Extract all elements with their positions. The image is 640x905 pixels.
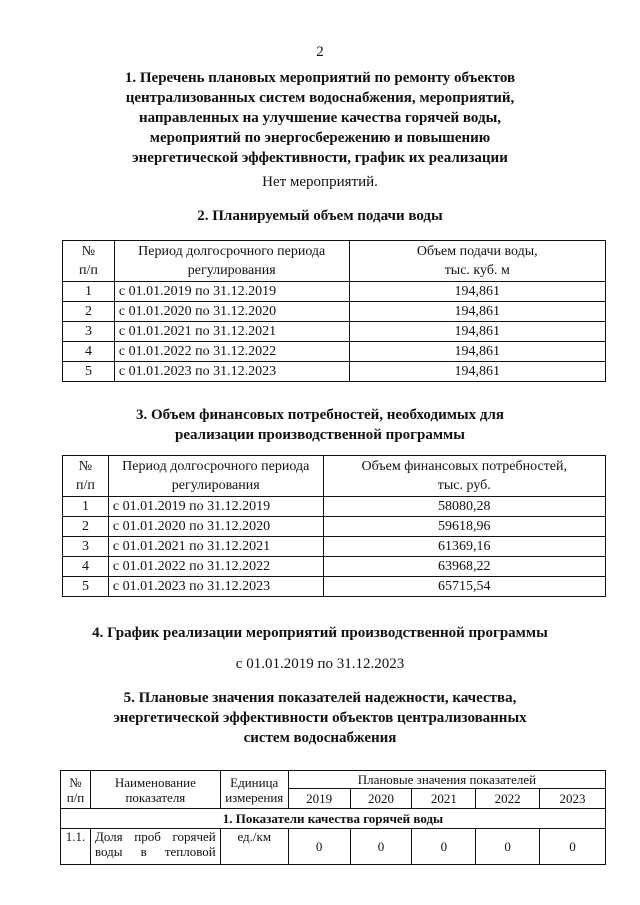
- col-period-header: Период долгосрочного периода регулирования: [108, 456, 323, 497]
- row-num: 4: [63, 342, 115, 362]
- row-period: с 01.01.2020 по 31.12.2020: [114, 302, 349, 322]
- row-period: с 01.01.2021 по 31.12.2021: [108, 537, 323, 557]
- section3-title-line: 3. Объем финансовых потребностей, необходимых для: [135, 407, 505, 423]
- section3-title-line: реализации производственной программы: [175, 427, 465, 443]
- table-row: [63, 577, 606, 597]
- row-value: 0: [288, 829, 350, 865]
- section1-title-line: мероприятий по энергосбережению и повышению: [149, 130, 491, 146]
- row-num: 4: [63, 557, 109, 577]
- row-period: с 01.01.2023 по 31.12.2023: [114, 362, 349, 382]
- row-num: 3: [63, 322, 115, 342]
- row-value: 59618,96: [323, 517, 605, 537]
- row-value: 194,861: [349, 342, 605, 362]
- row-num: 5: [63, 577, 109, 597]
- section1-title-line: централизованных систем водоснабжения, мероприятий,: [125, 90, 515, 106]
- section5-title-line: 5. Плановые значения показателей надежности, качества,: [123, 690, 517, 706]
- section1-title: [0, 68, 640, 168]
- year-header: 2021: [412, 789, 476, 809]
- col-period-header: Период долгосрочного периода регулирования: [114, 241, 349, 282]
- table-row: [63, 537, 606, 557]
- row-num: 2: [63, 517, 109, 537]
- year-header: 2019: [288, 789, 350, 809]
- row-unit: ед./км: [220, 829, 288, 865]
- row-period: с 01.01.2022 по 31.12.2022: [108, 557, 323, 577]
- page-number: 2: [316, 44, 324, 60]
- section4-period: с 01.01.2019 по 31.12.2023: [235, 656, 405, 672]
- row-value: 194,861: [349, 322, 605, 342]
- section3-title: [0, 405, 640, 445]
- row-period: с 01.01.2021 по 31.12.2021: [114, 322, 349, 342]
- row-value: 0: [412, 829, 476, 865]
- row-value: 194,861: [349, 302, 605, 322]
- section5-title-line: систем водоснабжения: [243, 730, 397, 746]
- table-row: [63, 282, 606, 302]
- section1-title-line: 1. Перечень плановых мероприятий по ремонту объектов: [124, 70, 516, 86]
- row-name-line: Доля проб горячей: [94, 829, 216, 844]
- table-row: [63, 342, 606, 362]
- table-header-row: [63, 241, 606, 282]
- financial-needs-table: [62, 455, 606, 597]
- row-period: с 01.01.2023 по 31.12.2023: [108, 577, 323, 597]
- row-period: с 01.01.2020 по 31.12.2020: [108, 517, 323, 537]
- table-row: [63, 302, 606, 322]
- col-value-header: Объем подачи воды, тыс. куб. м: [349, 241, 605, 282]
- year-header: 2023: [540, 789, 606, 809]
- table-header-row: [63, 456, 606, 497]
- water-supply-table: [62, 240, 606, 382]
- section5-title: [0, 688, 640, 748]
- row-num: 2: [63, 302, 115, 322]
- row-name: [90, 829, 220, 865]
- subsection-title: 1. Показатели качества горячей воды: [61, 809, 606, 829]
- table-row: [63, 362, 606, 382]
- col-num-header: № п/п: [63, 241, 115, 282]
- section5-title-line: энергетической эффективности объектов централизованных: [113, 710, 527, 726]
- table-header-row: [61, 771, 606, 789]
- row-num: 1.1.: [61, 829, 91, 865]
- section1-note: Нет мероприятий.: [262, 174, 378, 190]
- section4-title: 4. График реализации мероприятий производственной программы: [92, 625, 548, 641]
- row-num: 1: [63, 497, 109, 517]
- section2-title: 2. Планируемый объем подачи воды: [197, 208, 443, 224]
- row-period: с 01.01.2019 по 31.12.2019: [114, 282, 349, 302]
- col-name-header: Наименование показателя: [90, 771, 220, 809]
- table-row: [63, 557, 606, 577]
- row-num: 3: [63, 537, 109, 557]
- year-header: 2022: [476, 789, 540, 809]
- row-value: 61369,16: [323, 537, 605, 557]
- section1-title-line: энергетической эффективности, график их реализации: [132, 150, 508, 166]
- col-value-header: Объем финансовых потребностей, тыс. руб.: [323, 456, 605, 497]
- row-value: 194,861: [349, 282, 605, 302]
- indicators-table: [60, 770, 606, 865]
- col-num-header: № п/п: [63, 456, 109, 497]
- row-num: 5: [63, 362, 115, 382]
- row-value: 194,861: [349, 362, 605, 382]
- table-row: [63, 517, 606, 537]
- subsection-row: [61, 809, 606, 829]
- row-value: 0: [540, 829, 606, 865]
- table-row: [61, 829, 606, 865]
- col-num-header: № п/п: [61, 771, 91, 809]
- section1-title-line: направленных на улучшение качества горячей воды,: [138, 110, 502, 126]
- row-value: 65715,54: [323, 577, 605, 597]
- row-value: 0: [350, 829, 412, 865]
- table-row: [63, 497, 606, 517]
- table-row: [63, 322, 606, 342]
- row-name-line: воды в тепловой: [94, 844, 216, 859]
- row-num: 1: [63, 282, 115, 302]
- planned-values-header: Плановые значения показателей: [288, 771, 605, 789]
- row-period: с 01.01.2022 по 31.12.2022: [114, 342, 349, 362]
- row-value: 63968,22: [323, 557, 605, 577]
- row-value: 58080,28: [323, 497, 605, 517]
- year-header: 2020: [350, 789, 412, 809]
- row-period: с 01.01.2019 по 31.12.2019: [108, 497, 323, 517]
- col-unit-header: Единица измерения: [220, 771, 288, 809]
- row-value: 0: [476, 829, 540, 865]
